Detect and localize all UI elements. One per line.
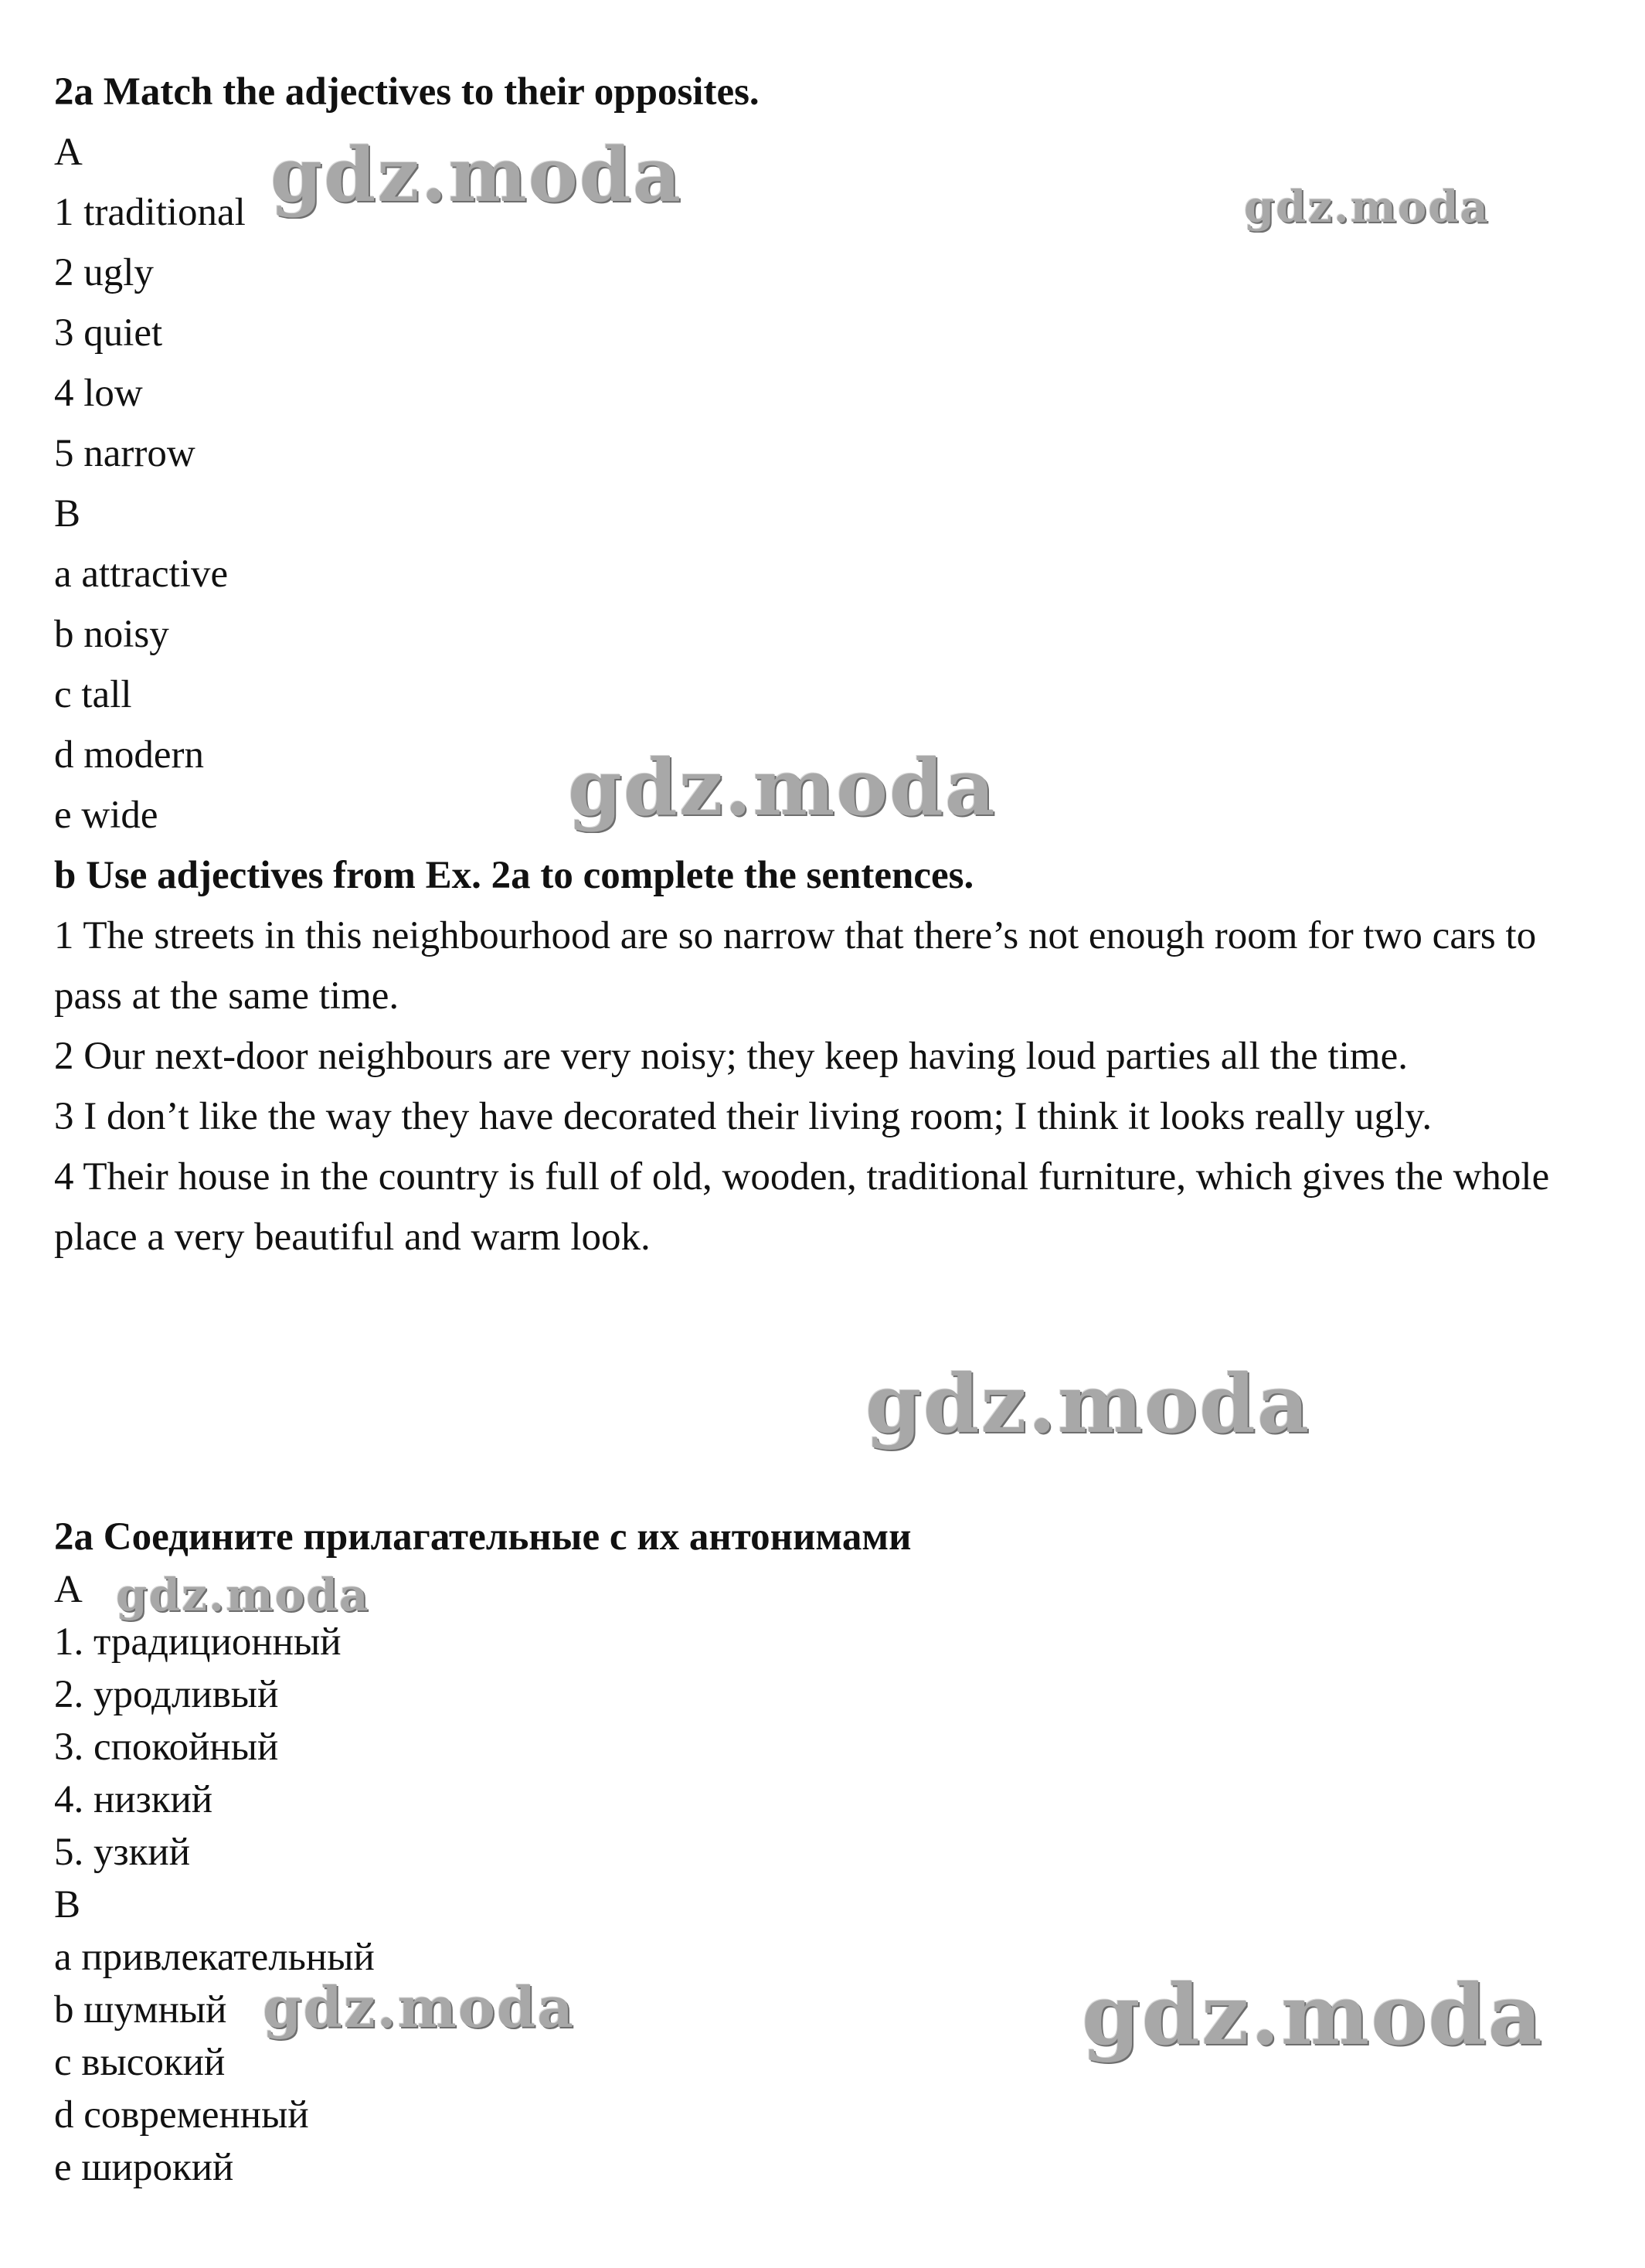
- watermark: gdz.moda: [116, 1569, 370, 1621]
- list-item: 1 traditional: [54, 191, 246, 234]
- exercise-2b-heading: b Use adjectives from Ex. 2a to complete the sentences.: [54, 854, 974, 897]
- list-item: 3 quiet: [54, 311, 163, 355]
- watermark: gdz.moda: [1082, 1967, 1544, 2064]
- exercise-2a-heading: 2a Match the adjectives to their opposites.: [54, 70, 760, 114]
- column-b-label: B: [54, 1883, 81, 1926]
- watermark: gdz.moda: [1244, 182, 1490, 233]
- list-item: e wide: [54, 794, 158, 837]
- watermark: gdz.moda: [568, 742, 997, 833]
- list-item: c tall: [54, 673, 132, 716]
- column-b-label: B: [54, 492, 81, 536]
- list-item: 5 narrow: [54, 432, 195, 475]
- watermark: gdz.moda: [270, 131, 683, 219]
- list-item: e широкий: [54, 2146, 234, 2189]
- russian-heading: 2a Соедините прилагательные с их антонимами: [54, 1515, 912, 1559]
- list-item: c высокий: [54, 2041, 226, 2084]
- list-item: 2. уродливый: [54, 1673, 279, 1716]
- list-item: 2 ugly: [54, 251, 154, 294]
- sentence: 3 I don’t like the way they have decorated their living room; I think it looks really ugly.: [54, 1095, 1433, 1138]
- list-item: 3. спокойный: [54, 1726, 279, 1769]
- watermark: gdz.moda: [263, 1974, 575, 2040]
- sentence: 1 The streets in this neighbourhood are so narrow that there’s not enough room for two cars to pass at the same time.: [54, 914, 1546, 1018]
- sentence: 4 Their house in the country is full of old, wooden, traditional furniture, which gives the whole place a very beautiful and warm look.: [54, 1155, 1559, 1259]
- english-section: [54, 62, 1599, 1267]
- sentence: 2 Our next-door neighbours are very noisy; they keep having loud parties all the time.: [54, 1035, 1408, 1078]
- list-item: 1. традиционный: [54, 1620, 342, 1664]
- list-item: 4 low: [54, 372, 143, 415]
- list-item: b noisy: [54, 613, 169, 656]
- list-item: b шумный: [54, 1988, 227, 2032]
- list-item: 4. низкий: [54, 1778, 213, 1821]
- list-item: a привлекательный: [54, 1936, 375, 1979]
- watermark: gdz.moda: [865, 1356, 1311, 1451]
- list-item: a attractive: [54, 553, 229, 596]
- list-item: 5. узкий: [54, 1831, 191, 1874]
- list-item: d современный: [54, 2093, 309, 2137]
- column-a-label: A: [54, 1568, 83, 1611]
- column-a-label: A: [54, 131, 83, 174]
- list-item: d modern: [54, 733, 205, 777]
